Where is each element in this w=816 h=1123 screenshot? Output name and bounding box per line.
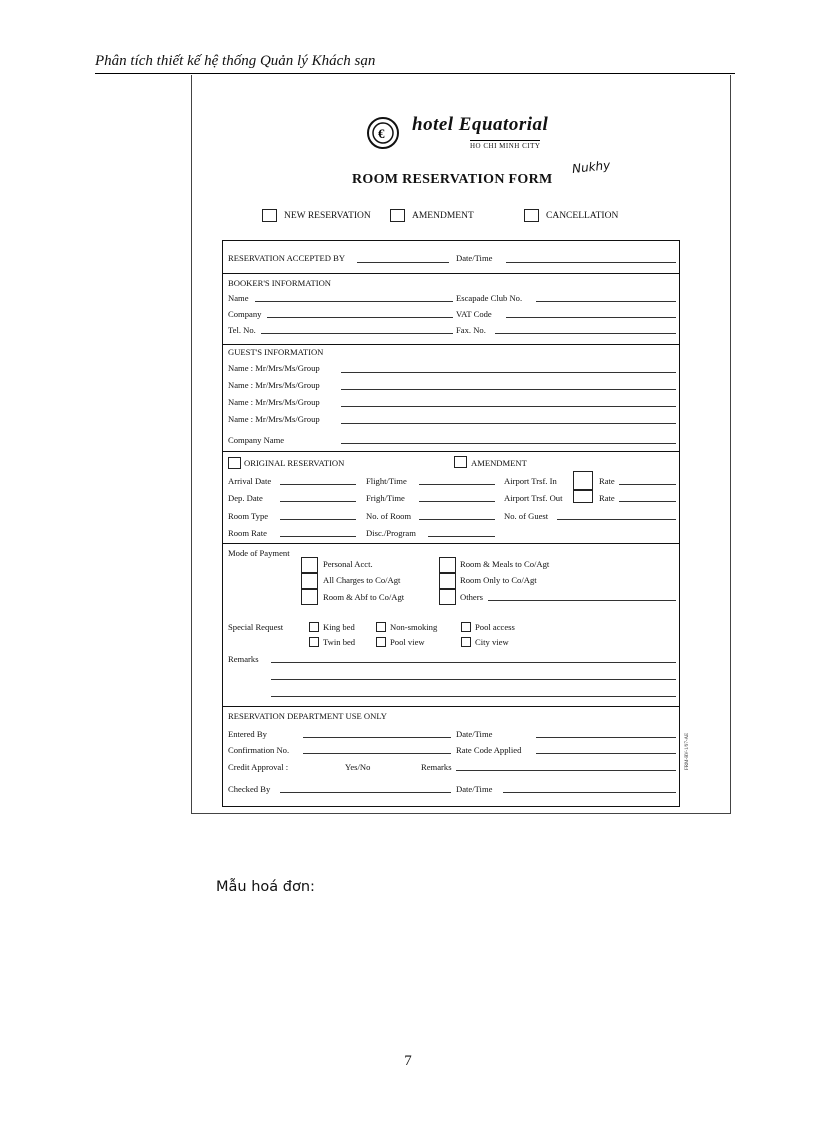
cancellation-checkbox[interactable] (524, 209, 539, 222)
trsf-in-label: Airport Trsf. In (504, 476, 557, 486)
page-number: 7 (404, 1053, 412, 1069)
rate-code-label: Rate Code Applied (456, 745, 522, 755)
handwritten-note: Nukhy (571, 158, 611, 176)
room-rate-label: Room Rate (228, 528, 267, 538)
room-type-label: Room Type (228, 511, 269, 521)
guest-name-label: Name : Mr/Mrs/Ms/Group (228, 380, 320, 390)
payment-option: Room & Abf to Co/Agt (323, 592, 405, 602)
room-meals-checkbox[interactable] (439, 557, 456, 573)
pool-access-checkbox[interactable] (461, 622, 471, 632)
accepted-by-label: RESERVATION ACCEPTED BY (228, 253, 346, 263)
fax-label: Fax. No. (456, 325, 486, 335)
arrival-field[interactable] (280, 484, 356, 485)
header-rule (95, 73, 735, 74)
guest-name-label: Name : Mr/Mrs/Ms/Group (228, 363, 320, 373)
room-rate-field[interactable] (280, 536, 356, 537)
dep-label: Dep. Date (228, 493, 263, 503)
all-charges-checkbox[interactable] (301, 573, 318, 589)
hotel-brand: hotel Equatorial (412, 114, 549, 135)
trsf-out-checkbox[interactable] (573, 490, 593, 503)
pool-view-checkbox[interactable] (376, 637, 386, 647)
flight-field[interactable] (419, 484, 495, 485)
no-room-label: No. of Room (366, 511, 412, 521)
others-checkbox[interactable] (439, 589, 456, 605)
amendment-option[interactable]: AMENDMENT (390, 209, 474, 222)
booker-heading: BOOKER'S INFORMATION (228, 278, 332, 288)
special-option: Pool view (390, 637, 425, 647)
payment-option: Others (460, 592, 483, 602)
payment-option: Room & Meals to Co/Agt (460, 559, 550, 569)
stay-amendment-checkbox[interactable] (454, 456, 467, 468)
rate-label: Rate (599, 493, 615, 503)
tel-field[interactable] (261, 333, 453, 334)
original-reservation-label: ORIGINAL RESERVATION (244, 458, 345, 468)
tel-label: Tel. No. (228, 325, 256, 335)
rate-field[interactable] (619, 501, 676, 502)
invoice-caption: Mẫu hoá đơn: (216, 879, 315, 895)
original-reservation-checkbox[interactable] (228, 457, 241, 469)
yes-no-label: Yes/No (345, 762, 371, 772)
dept-heading: RESERVATION DEPARTMENT USE ONLY (228, 711, 387, 721)
dept-remarks-label: Remarks (421, 762, 452, 772)
escapade-label: Escapade Club No. (456, 293, 523, 303)
entered-by-field[interactable] (303, 737, 451, 738)
guest-name-label: Name : Mr/Mrs/Ms/Group (228, 397, 320, 407)
trsf-in-checkbox[interactable] (573, 471, 593, 490)
hotel-logo-icon (366, 116, 400, 150)
frigh-label: Frigh/Time (366, 493, 405, 503)
remarks-field[interactable] (271, 679, 676, 680)
guest-heading: GUEST'S INFORMATION (228, 347, 324, 357)
entered-by-label: Entered By (228, 729, 267, 739)
room-only-checkbox[interactable] (439, 573, 456, 589)
dept-remarks-field[interactable] (456, 770, 676, 771)
new-reservation-checkbox[interactable] (262, 209, 277, 222)
section-divider (223, 543, 679, 544)
section-divider (223, 273, 679, 274)
company-name-label: Company Name (228, 435, 285, 445)
confirmation-label: Confirmation No. (228, 745, 290, 755)
page-header: Phân tích thiết kế hệ thống Quản lý Khách sạn (95, 53, 376, 69)
date-time-label: Date/Time (456, 253, 493, 263)
others-field[interactable] (488, 600, 676, 601)
arrival-label: Arrival Date (228, 476, 272, 486)
special-option: Pool access (475, 622, 515, 632)
company-name-field[interactable] (341, 443, 676, 444)
room-type-field[interactable] (280, 519, 356, 520)
vat-label: VAT Code (456, 309, 492, 319)
dept-date-time-label: Date/Time (456, 784, 493, 794)
booker-name-label: Name (228, 293, 249, 303)
form-code-stamp: FRM-RV-1/97-AE (685, 732, 690, 770)
section-divider (223, 706, 679, 707)
flight-label: Flight/Time (366, 476, 407, 486)
guest-name-field[interactable] (341, 423, 676, 424)
booker-name-field[interactable] (255, 301, 453, 302)
special-option: City view (475, 637, 509, 647)
confirmation-field[interactable] (303, 753, 451, 754)
disc-field[interactable] (428, 536, 495, 537)
guest-name-field[interactable] (341, 372, 676, 373)
no-guest-label: No. of Guest (504, 511, 549, 521)
trsf-out-label: Airport Trsf. Out (504, 493, 563, 503)
stay-amendment-label: AMENDMENT (471, 458, 527, 468)
frigh-field[interactable] (419, 501, 495, 502)
date-time-field[interactable] (506, 262, 676, 263)
dept-date-time-label: Date/Time (456, 729, 493, 739)
dept-date-time-field[interactable] (503, 792, 676, 793)
guest-name-field[interactable] (341, 406, 676, 407)
booker-company-field[interactable] (267, 317, 453, 318)
payment-label: Mode of Payment (228, 548, 290, 558)
special-option: Non-smoking (390, 622, 438, 632)
checked-by-field[interactable] (280, 792, 451, 793)
accepted-by-field[interactable] (357, 262, 449, 263)
payment-option: Room Only to Co/Agt (460, 575, 537, 585)
rate-code-field[interactable] (536, 753, 676, 754)
payment-option: Personal Acct. (323, 559, 373, 569)
remarks-field[interactable] (271, 662, 676, 663)
rate-field[interactable] (619, 484, 676, 485)
booker-company-label: Company (228, 309, 262, 319)
remarks-label: Remarks (228, 654, 259, 664)
no-room-field[interactable] (419, 519, 495, 520)
rate-label: Rate (599, 476, 615, 486)
special-option: Twin bed (323, 637, 356, 647)
svg-text:€: € (378, 126, 385, 141)
amendment-checkbox[interactable] (390, 209, 405, 222)
remarks-field[interactable] (271, 696, 676, 697)
cancellation-option[interactable]: CANCELLATION (524, 209, 618, 222)
payment-option: All Charges to Co/Agt (323, 575, 401, 585)
vat-field[interactable] (506, 317, 676, 318)
escapade-field[interactable] (536, 301, 676, 302)
guest-name-field[interactable] (341, 389, 676, 390)
twin-bed-checkbox[interactable] (309, 637, 319, 647)
dept-date-time-field[interactable] (536, 737, 676, 738)
no-guest-field[interactable] (557, 519, 676, 520)
checked-by-label: Checked By (228, 784, 271, 794)
king-bed-checkbox[interactable] (309, 622, 319, 632)
guest-name-label: Name : Mr/Mrs/Ms/Group (228, 414, 320, 424)
hotel-city: HO CHI MINH CITY (470, 142, 541, 150)
section-divider (223, 344, 679, 345)
city-view-checkbox[interactable] (461, 637, 471, 647)
new-reservation-option[interactable]: NEW RESERVATION (262, 209, 371, 222)
section-divider (223, 451, 679, 452)
form-title: ROOM RESERVATION FORM (352, 172, 553, 187)
disc-label: Disc./Program (366, 528, 416, 538)
dep-field[interactable] (280, 501, 356, 502)
personal-acct-checkbox[interactable] (301, 557, 318, 573)
reservation-form (222, 240, 680, 807)
room-abf-checkbox[interactable] (301, 589, 318, 605)
fax-field[interactable] (495, 333, 676, 334)
credit-label: Credit Approval : (228, 762, 289, 772)
special-option: King bed (323, 622, 355, 632)
special-request-label: Special Request (228, 622, 284, 632)
non-smoking-checkbox[interactable] (376, 622, 386, 632)
